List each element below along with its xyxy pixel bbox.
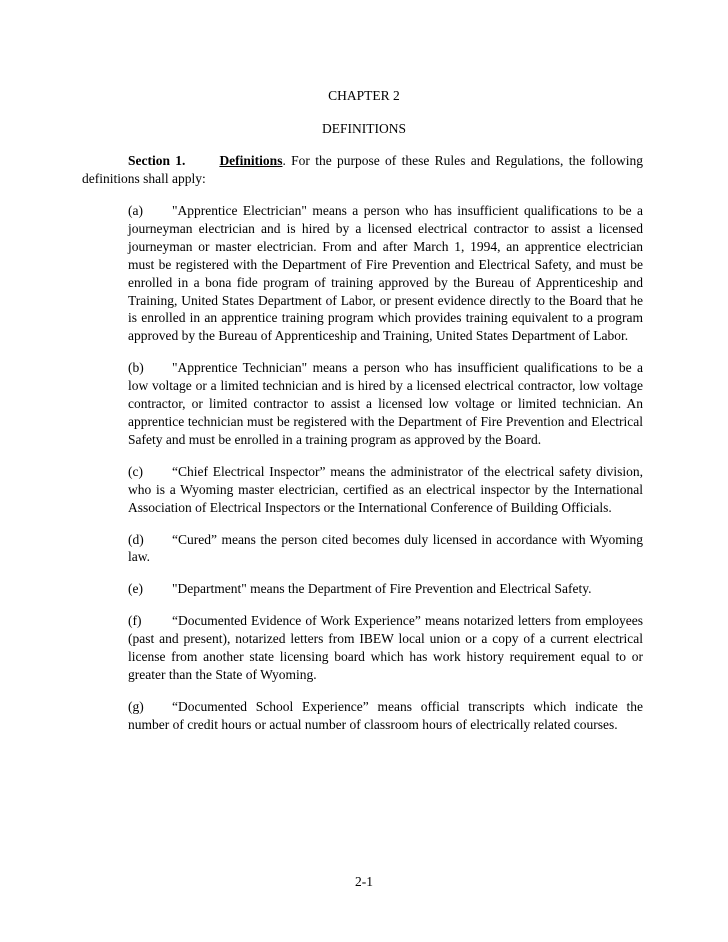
section-intro [82, 152, 643, 188]
definition-item [128, 531, 643, 567]
definition-item [128, 612, 643, 684]
definition-label: (f) [128, 613, 142, 629]
definition-text: "Apprentice Technician" means a person who has insufficient qualifications to be a low voltage or a limited technician and is hired by a licensed electrical contractor, low voltage contractor, or limited contractor to assist a licensed low voltage or limited technician. An apprentice technician must be registered with the Department of Fire Prevention and Electrical Safety and must be enrolled in a training program as approved by the Board. [128, 360, 643, 447]
section-intro-text: . For the purpose of these Rules and Regulations, the following definitions shall apply: [82, 153, 643, 186]
page-number: 2-1 [355, 874, 373, 889]
definition-item [128, 698, 643, 734]
definition-text: "Apprentice Electrician" means a person who has insufficient qualifications to be a journeyman electrician and is hired by a licensed electrical contractor to assist a licensed journeyman or master electrician. From and after March 1, 1994, an apprentice electrician must be registered with the Department of Fire Prevention and Electrical Safety, and must be enrolled in a bona fide program of training approved by the Bureau of Apprenticeship and Training, United States Department of Labor, or present evidence directly to the Board that he is enrolled in an apprentice training program which provides training equivalent to a program approved by the Bureau of Apprenticeship and Training, United States Department of Labor. [128, 203, 643, 344]
definitions-heading: DEFINITIONS [322, 121, 406, 136]
definition-label: (g) [128, 698, 144, 714]
definition-label: (c) [128, 463, 143, 479]
definition-item [128, 202, 643, 345]
section-heading: Definitions [219, 153, 283, 168]
definition-text: “Documented School Experience” means official transcripts which indicate the number of credit hours or actual number of classroom hours of electrically related courses. [128, 698, 643, 732]
definition-text: "Department" means the Department of Fire Prevention and Electrical Safety. [172, 581, 592, 597]
definition-label: (b) [128, 360, 144, 376]
definition-label: (e) [128, 581, 143, 597]
definition-label: (a) [128, 203, 143, 218]
definition-text: “Documented Evidence of Work Experience” means notarized letters from employees (past and present), notarized letters from IBEW local union or a copy of a current electrical license from another state licensing board which has work history requirement equal to or greater than the State of Wyoming. [128, 613, 643, 682]
definition-item [128, 359, 643, 449]
definitions-list [128, 202, 643, 748]
definition-item [128, 580, 643, 598]
section-number: Section 1. [128, 153, 186, 168]
definition-text: “Chief Electrical Inspector” means the administrator of the electrical safety division, who is a Wyoming master electrician, certified as an electrical inspector by the International Association of Electrical Inspectors or the International Conference of Building Officials. [128, 463, 643, 515]
definition-label: (d) [128, 531, 144, 547]
definition-text: “Cured” means the person cited becomes duly licensed in accordance with Wyoming law. [128, 531, 643, 565]
definition-item [128, 463, 643, 517]
chapter-heading: CHAPTER 2 [328, 88, 400, 103]
